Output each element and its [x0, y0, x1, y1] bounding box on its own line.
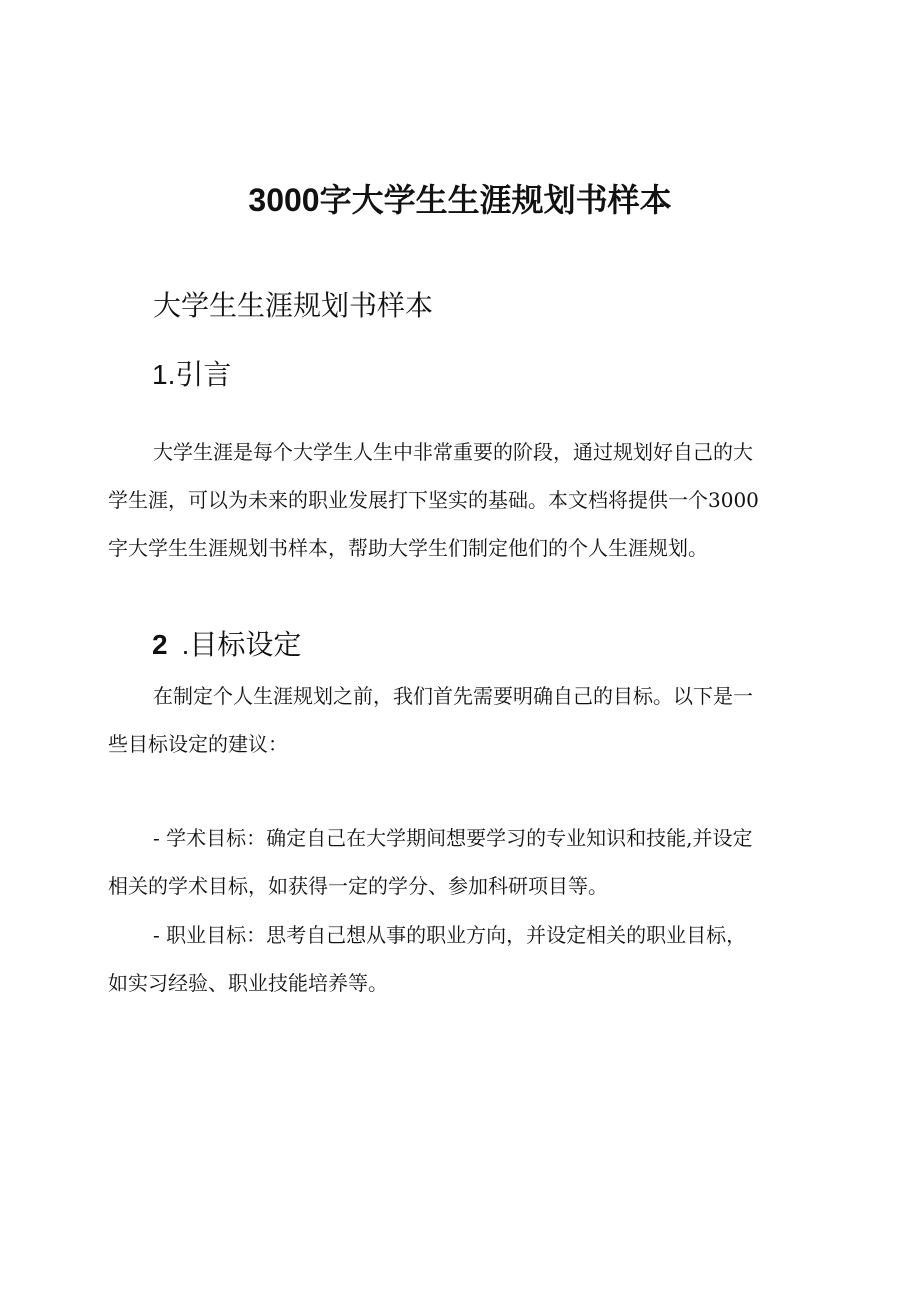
- section-heading-goal-setting: [152, 625, 301, 665]
- bullet-career-goal: [108, 911, 820, 1007]
- bullet-line: 相关的学术目标，如获得一定的学分、参加科研项目等。: [108, 874, 608, 898]
- bullet-line: - 职业目标：思考自己想从事的职业方向，并设定相关的职业目标，: [153, 923, 747, 947]
- paragraph-line: 学生涯，可以为未来的职业发展打下坚实的基础。本文档将提供一个3000: [108, 488, 759, 512]
- section-heading-number: 2: [152, 629, 168, 660]
- paragraph-line: 大学生涯是每个大学生人生中非常重要的阶段，通过规划好自己的大: [153, 440, 753, 464]
- bullet-academic-goal: [108, 814, 820, 910]
- document-subtitle: 大学生生涯规划书样本: [153, 290, 434, 321]
- paragraph-line: 在制定个人生涯规划之前，我们首先需要明确自己的目标。以下是一: [153, 684, 753, 708]
- document-title: 3000字大学生生涯规划书样本: [248, 182, 672, 218]
- introduction-paragraph: [108, 428, 820, 572]
- paragraph-line: 些目标设定的建议：: [108, 732, 288, 756]
- goal-setting-paragraph: [108, 672, 820, 768]
- bullet-line: - 学术目标：确定自己在大学期间想要学习的专业知识和技能,并设定: [153, 826, 753, 850]
- bullet-line: 如实习经验、职业技能培养等。: [108, 971, 388, 995]
- section-heading-introduction: 1.引言: [152, 359, 232, 390]
- section-heading-text: .目标设定: [181, 629, 302, 660]
- paragraph-line: 字大学生生涯规划书样本，帮助大学生们制定他们的个人生涯规划。: [108, 536, 708, 560]
